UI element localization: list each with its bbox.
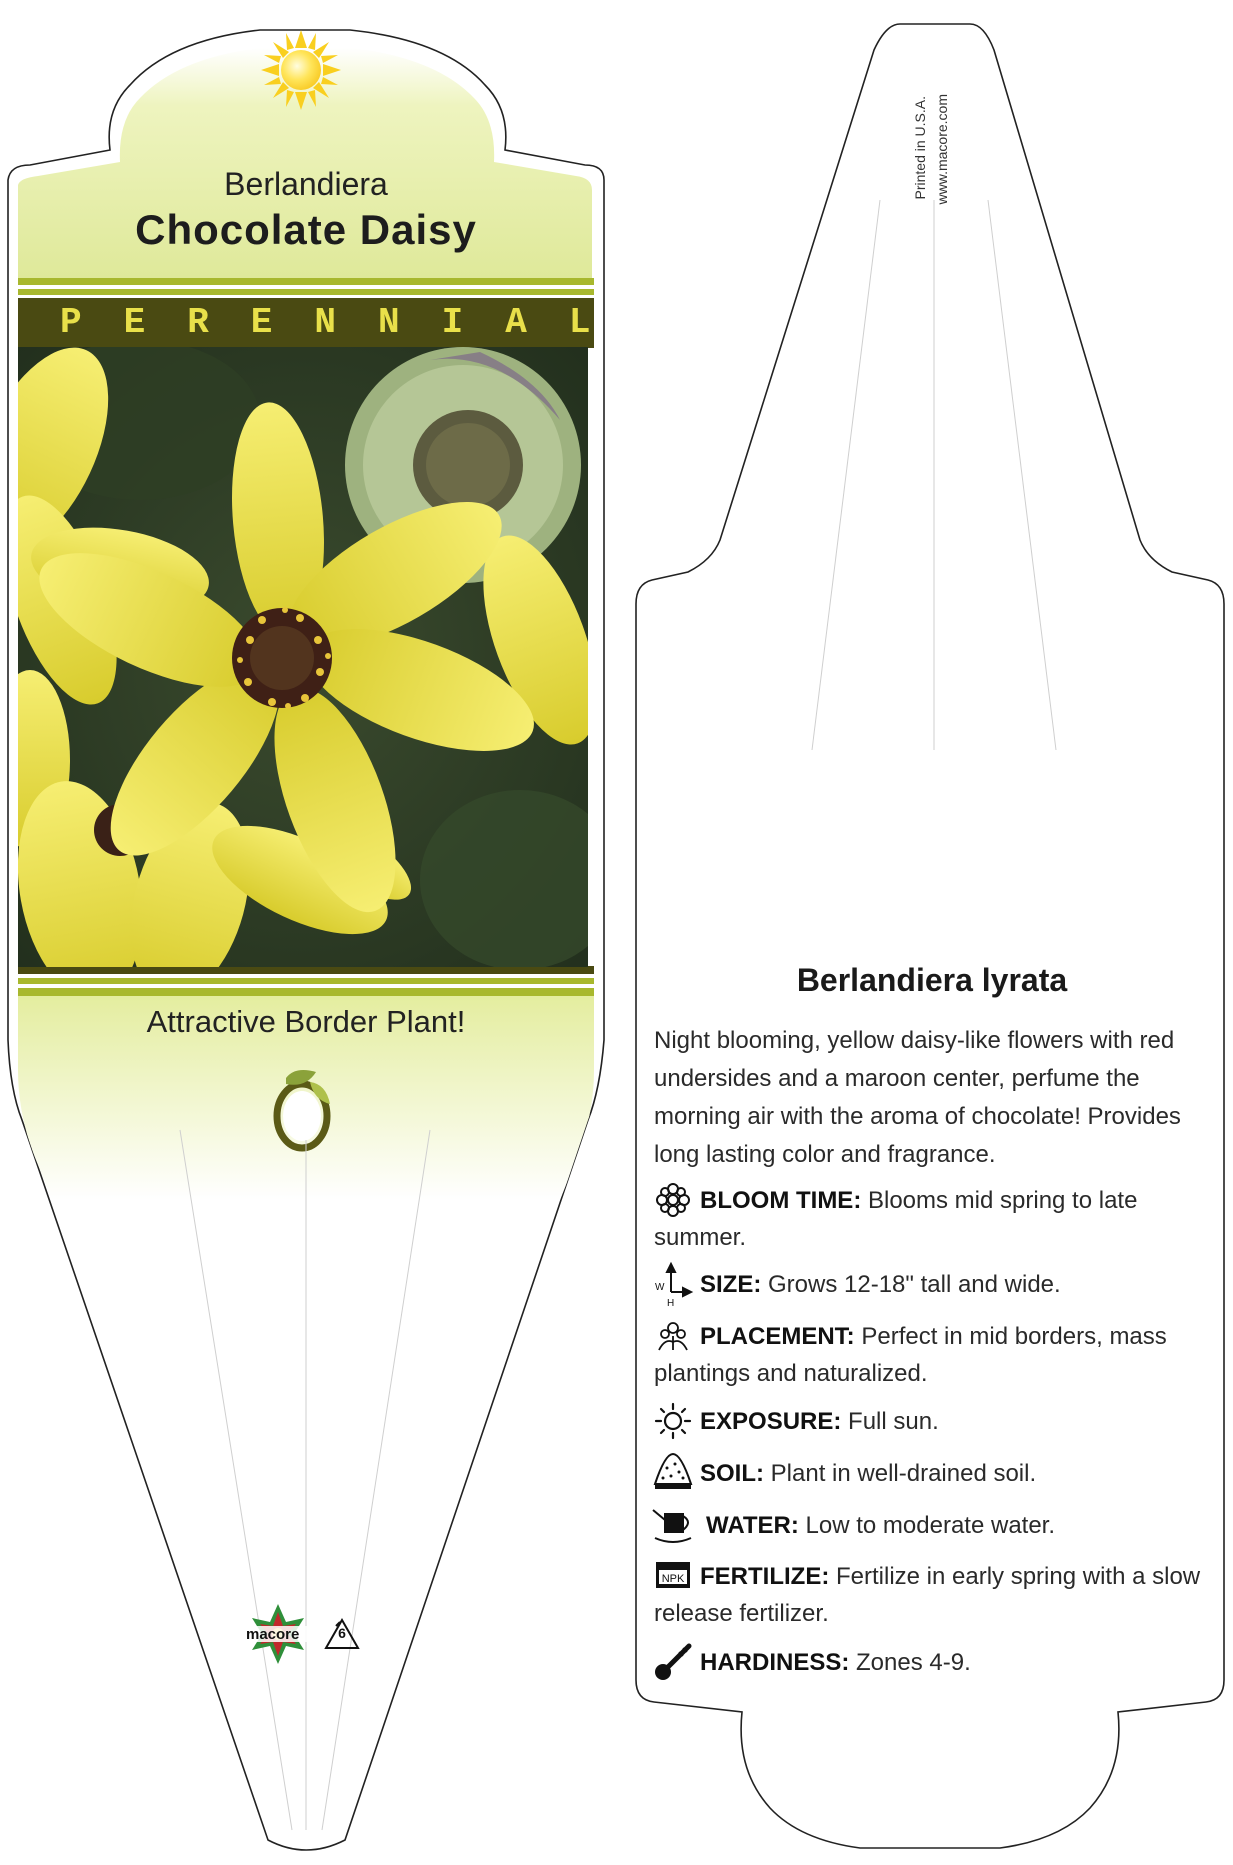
sun-icon bbox=[261, 30, 341, 110]
attr-label: FERTILIZE: bbox=[700, 1563, 830, 1590]
attr-value: Perfect in mid borders, mass plantings and naturalized. bbox=[654, 1323, 1167, 1387]
svg-text:H: H bbox=[667, 1298, 675, 1309]
attr-label: HARDINESS: bbox=[700, 1649, 850, 1676]
npk-icon-label: NPK bbox=[661, 1573, 685, 1585]
attr-water bbox=[654, 1507, 1214, 1544]
plant-category-banner: PERENNIAL bbox=[60, 302, 633, 343]
attr-value: Grows 12-18" tall and wide. bbox=[761, 1271, 1061, 1298]
attr-fertilize bbox=[654, 1558, 1214, 1632]
recycle-code: 6 bbox=[338, 1625, 346, 1641]
plant-description: Night blooming, yellow daisy-like flowers with red undersides and a maroon center, perfume the morning air with the aroma of chocolate! Provides long lasting color and fragrance. bbox=[654, 1027, 1181, 1168]
attr-value: Plant in well-drained soil. bbox=[764, 1460, 1037, 1487]
attr-placement bbox=[654, 1318, 1214, 1392]
attr-bloom-time bbox=[654, 1182, 1214, 1256]
printed-in-label: Printed in U.S.A. bbox=[912, 96, 928, 200]
svg-text:W: W bbox=[655, 1282, 665, 1293]
attr-label: WATER: bbox=[706, 1512, 799, 1539]
attr-size bbox=[654, 1266, 1214, 1303]
attr-exposure bbox=[654, 1403, 1214, 1440]
attr-value: Full sun. bbox=[841, 1408, 939, 1435]
attr-label: SIZE: bbox=[700, 1271, 762, 1298]
brand-name: macore bbox=[246, 1626, 300, 1643]
attr-value: Blooms mid spring to late summer. bbox=[654, 1187, 1138, 1251]
attr-value: Low to moderate water. bbox=[798, 1512, 1056, 1539]
plant-tagline: Attractive Border Plant! bbox=[146, 1004, 466, 1039]
plant-genus: Berlandiera bbox=[224, 166, 388, 202]
attr-value: Fertilize in early spring with a slow release fertilizer. bbox=[654, 1563, 1201, 1627]
attr-label: BLOOM TIME: bbox=[700, 1187, 862, 1214]
attr-hardiness bbox=[654, 1644, 1214, 1681]
attr-label: PLACEMENT: bbox=[700, 1323, 855, 1350]
plant-common-name: Chocolate Daisy bbox=[135, 206, 477, 253]
website-label: www.macore.com bbox=[934, 94, 950, 205]
attr-label: EXPOSURE: bbox=[700, 1408, 842, 1435]
attr-soil bbox=[654, 1455, 1214, 1492]
botanical-name: Berlandiera lyrata bbox=[796, 962, 1068, 998]
attr-value: Zones 4-9. bbox=[849, 1649, 971, 1676]
flower-photo bbox=[0, 327, 620, 1011]
attr-label: SOIL: bbox=[700, 1460, 764, 1487]
